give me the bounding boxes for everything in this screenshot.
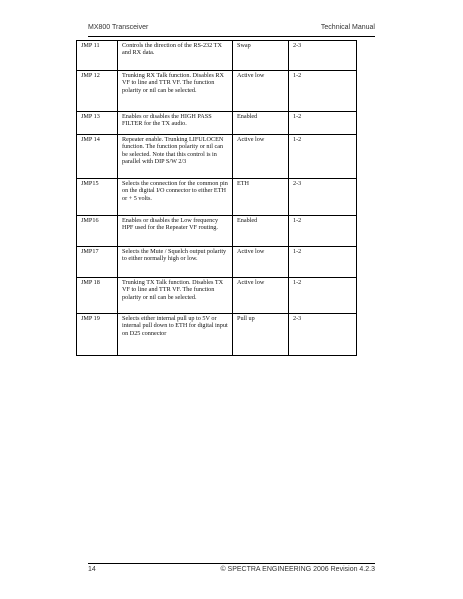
description-cell: Trunking TX Talk function. Disables TX VF to line and TTR VF. The function polarity or nil can be selected. (118, 278, 233, 314)
copyright-text: © SPECTRA ENGINEERING 2006 Revision 4.2.3 (220, 566, 375, 573)
table-row (77, 41, 357, 71)
table-row (77, 278, 357, 314)
table-row (77, 247, 357, 278)
description-cell: Selects the connection for the common pin on the digital I/O connector to either ETH or + 5 volts. (118, 179, 233, 216)
table-row (77, 314, 357, 356)
setting-cell: Enabled (233, 112, 289, 135)
jumper-settings-table (76, 40, 357, 356)
page-header (88, 24, 375, 37)
description-cell: Controls the direction of the RS-232 TX and RX data. (118, 41, 233, 71)
setting-cell: Active low (233, 135, 289, 179)
position-cell: 1-2 (289, 278, 357, 314)
jumper-cell: JMP16 (77, 216, 118, 247)
table-row (77, 216, 357, 247)
jumper-cell: JMP 11 (77, 41, 118, 71)
setting-cell: ETH (233, 179, 289, 216)
position-cell: 1-2 (289, 71, 357, 112)
position-cell: 1-2 (289, 112, 357, 135)
jumper-cell: JMP15 (77, 179, 118, 216)
description-cell: Selects either internal pull up to 5V or internal pull down to ETH for digital input on D25 connector (118, 314, 233, 356)
table-row (77, 135, 357, 179)
jumper-cell: JMP 14 (77, 135, 118, 179)
description-cell: Trunking RX Talk function. Disables RX VF to line and TTR VF. The function polarity or nil can be selected. (118, 71, 233, 112)
position-cell: 1-2 (289, 247, 357, 278)
table-row (77, 179, 357, 216)
setting-cell: Enabled (233, 216, 289, 247)
setting-cell: Active low (233, 278, 289, 314)
table-row (77, 112, 357, 135)
position-cell: 2-3 (289, 41, 357, 71)
jumper-cell: JMP 18 (77, 278, 118, 314)
position-cell: 2-3 (289, 314, 357, 356)
page-number: 14 (88, 566, 96, 573)
position-cell: 1-2 (289, 135, 357, 179)
header-manual-title: Technical Manual (320, 24, 375, 31)
jumper-cell: JMP 19 (77, 314, 118, 356)
position-cell: 2-3 (289, 179, 357, 216)
setting-cell: Swap (233, 41, 289, 71)
table-row (77, 71, 357, 112)
setting-cell: Active low (233, 71, 289, 112)
page-footer (88, 563, 375, 576)
description-cell: Enables or disables the HIGH PASS FILTER for the TX audio. (118, 112, 233, 135)
setting-cell: Active low (233, 247, 289, 278)
jumper-cell: JMP 13 (77, 112, 118, 135)
description-cell: Enables or disables the Low frequency HPF used for the Repeater VF routing. (118, 216, 233, 247)
jumper-cell: JMP17 (77, 247, 118, 278)
description-cell: Repeater enable. Trunking LIFULOCEN function. The function polarity or nil can be selected. Note that this control is in parallel with DIP S/W 2/3 (118, 135, 233, 179)
setting-cell: Pull up (233, 314, 289, 356)
position-cell: 1-2 (289, 216, 357, 247)
jumper-cell: JMP 12 (77, 71, 118, 112)
header-doc-title: MX800 Transceiver (88, 24, 149, 31)
description-cell: Selects the Mute / Squelch output polarity to either normally high or low. (118, 247, 233, 278)
